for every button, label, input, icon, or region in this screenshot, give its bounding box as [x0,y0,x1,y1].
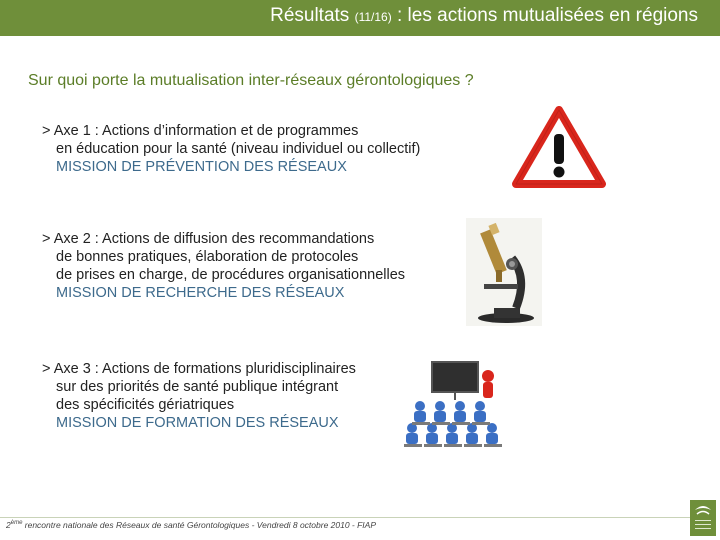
axis-3-block [42,360,356,432]
axis-3-mission: MISSION DE FORMATION DES RÉSEAUX [56,415,339,431]
microscope-icon [466,218,542,326]
title-counter: (11/16) [354,10,392,24]
classroom-training-icon [404,360,508,458]
axis-1-mission: MISSION DE PRÉVENTION DES RÉSEAUX [56,159,347,175]
axis-3-line-1: > Axe 3 : Actions de formations pluridisciplinaires [42,361,356,377]
axis-1-block [42,122,420,176]
organization-logo-icon [690,500,716,536]
axis-2-line-2: de bonnes pratiques, élaboration de protocoles [56,249,359,265]
footer-divider [0,517,690,518]
title-post: : les actions mutualisées en régions [397,5,698,26]
footer-text [6,520,376,530]
axis-3-line-2: sur des priorités de santé publique intégrant [56,379,339,395]
slide-title [270,5,698,27]
slide-subtitle: Sur quoi porte la mutualisation inter-réseaux gérontologiques ? [28,72,474,89]
axis-1-line-2: en éducation pour la santé (niveau individuel ou collectif) [56,141,421,157]
footer-event: rencontre nationale des Réseaux de santé Gérontologiques - Vendredi 8 octobre 2010 - FIAP [22,520,377,530]
axis-2-block [42,230,405,302]
axis-2-mission: MISSION DE RECHERCHE DES RÉSEAUX [56,285,345,301]
footer-ordinal-suffix: ème [10,520,23,527]
header-bar [0,0,720,36]
axis-2-line-3: de prises en charge, de procédures organisationnelles [56,267,406,283]
axis-1-line-1: > Axe 1 : Actions d’information et de programmes [42,123,359,139]
footer-ordinal: 2 [6,520,11,530]
title-pre: Résultats [270,5,350,26]
warning-sign-icon [512,106,606,188]
axis-2-line-1: > Axe 2 : Actions de diffusion des recommandations [42,231,375,247]
axis-3-line-3: des spécificités gériatriques [56,397,235,413]
